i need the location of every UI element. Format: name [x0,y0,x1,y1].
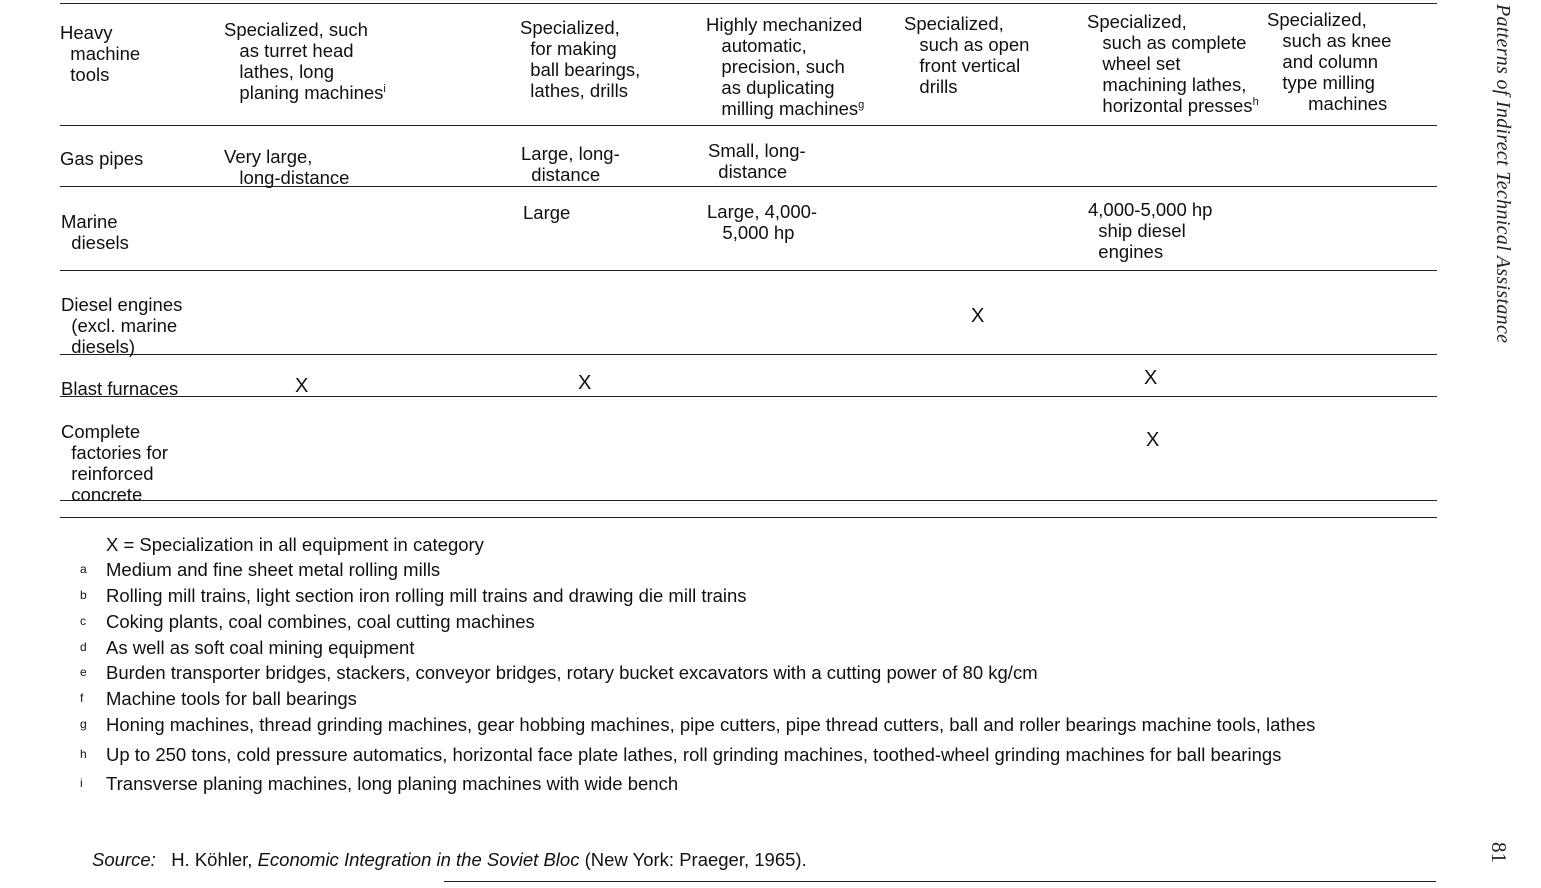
cell-heavy-col3-text: Highly mechanized automatic, precision, such as duplicating milling machines [706,14,863,119]
footnote-c [80,611,1432,633]
cell-heavy-col3 [706,14,864,119]
footnote-ref-h: h [1252,95,1259,108]
row-label-blast-furnaces: Blast furnaces [61,378,179,399]
mark-x-diesel-col4: X [971,305,985,327]
legend-x: X = Specialization in all equipment in category [106,534,484,555]
cell-heavy-col5 [1087,11,1259,116]
footnote-text: As well as soft coal mining equipment [106,637,415,658]
rule-row-4 [60,354,1437,355]
footnote-g [80,714,1432,736]
cell-heavy-col4: Specialized, such as open front vertical drills [904,13,1030,97]
footnote-text: Rolling mill trains, light section iron rolling mill trains and drawing die mill trains [106,585,747,606]
cell-heavy-col6: Specialized, such as knee and column type milling machines [1267,9,1392,114]
footnote-e [80,662,1432,684]
footnote-h [80,744,1432,766]
cell-heavy-col2: Specialized, for making ball bearings, lathes, drills [520,17,641,101]
footnote-text: Up to 250 tons, cold pressure automatics, horizontal face plate lathes, roll grinding machines, toothed-wheel grinding machines for ball bearings [106,744,1282,765]
footnote-ref-g: g [858,98,865,111]
footnote-mark: c [80,614,86,628]
rule-bottom [444,881,1436,882]
cell-heavy-col1-text: Specialized, such as turret head lathes, long planing machines [224,19,384,103]
source-citation [92,848,807,872]
cell-marine-col5: 4,000-5,000 hp ship diesel engines [1088,199,1213,262]
footnote-a [80,559,1432,581]
rule-top [60,3,1437,4]
footnote-b [80,585,1432,607]
mark-x-blast-col5: X [1144,367,1158,389]
footnote-ref-i: i [383,82,386,95]
cell-gas-col3: Small, long- distance [708,140,806,182]
footnote-d [80,637,1432,659]
rule-row-5 [60,396,1437,397]
footnote-text: Machine tools for ball bearings [106,688,357,709]
mark-x-blast-col2: X [578,372,592,394]
cell-heavy-col5-text: Specialized, such as complete wheel set machining lathes, horizontal presses [1087,11,1253,116]
footnote-mark: b [80,588,87,602]
cell-marine-col2: Large [523,202,571,223]
footnote-text: Coking plants, coal combines, coal cutting machines [106,611,535,632]
cell-heavy-col1 [224,19,386,103]
footnote-mark: g [80,717,87,731]
source-publisher: (New York: Praeger, 1965). [584,849,807,870]
row-label-complete-factories: Complete factories for reinforced concrete [61,421,168,505]
row-label-diesel-engines: Diesel engines (excl. marine diesels) [61,294,183,357]
footnote-mark: d [80,640,87,654]
source-label: Source: [92,849,156,870]
cell-gas-col1: Very large, long-distance [224,146,350,188]
footnote-f [80,688,1432,710]
rule-table-end [60,517,1437,518]
row-label-gas-pipes: Gas pipes [60,148,144,169]
footnote-text: Medium and fine sheet metal rolling mills [106,559,441,580]
rule-row-1 [60,125,1437,126]
footnote-mark: e [80,665,87,679]
footnote-text: Burden transporter bridges, stackers, conveyor bridges, rotary bucket excavators with a cutting power of 80 kg/cm [106,662,1038,683]
running-head: Patterns of Indirect Technical Assistance [1492,4,1514,344]
rule-row-3 [60,270,1437,271]
footnote-i [80,773,1432,795]
footnote-mark: i [80,776,83,790]
source-title: Economic Integration in the Soviet Bloc [257,849,580,870]
mark-x-factories-col5: X [1146,429,1160,451]
mark-x-blast-col1: X [295,375,309,397]
row-label-heavy-machine-tools: Heavy machine tools [60,22,141,85]
footnotes [80,534,1432,795]
footnote-text: Honing machines, thread grinding machines, gear hobbing machines, pipe cutters, pipe thread cutters, ball and roller bearings machine tools, lathes [106,714,1316,735]
page-number: 81 [1487,842,1511,863]
source-author: H. Köhler, [171,849,253,870]
footnote-mark: a [80,562,87,576]
row-label-marine-diesels: Marine diesels [61,211,129,253]
footnote-mark: f [80,691,84,705]
cell-gas-col2: Large, long- distance [521,143,620,185]
footnote-mark: h [80,747,87,761]
footnote-text: Transverse planing machines, long planing machines with wide bench [106,773,679,794]
rule-row-6 [60,500,1437,501]
cell-marine-col3: Large, 4,000- 5,000 hp [707,201,818,243]
